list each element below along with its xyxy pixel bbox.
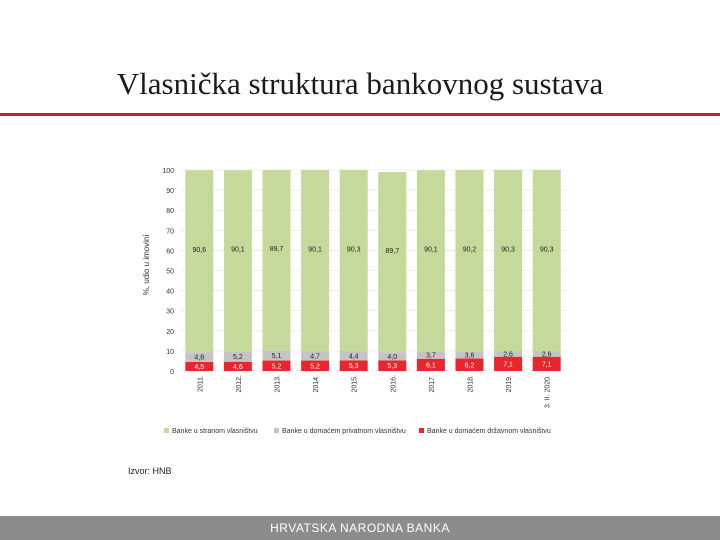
bar-value-label: 5,3 <box>348 363 359 371</box>
bar-value-label: 6,1 <box>426 362 436 370</box>
y-tick-label: 80 <box>166 208 174 216</box>
x-tick-label: 2011. <box>197 375 205 392</box>
bar-value-label: 4,6 <box>233 363 243 371</box>
source-note: Izvor: HNB <box>128 466 172 476</box>
bar-value-label: 2,6 <box>503 351 513 359</box>
bar-value-label: 5,2 <box>233 354 243 362</box>
bar-value-label: 90,6 <box>192 247 207 255</box>
x-tick-label: 2013. <box>274 375 282 393</box>
y-tick-label: 0 <box>170 369 174 376</box>
x-tick-label: 3. II. 2020. <box>544 375 552 409</box>
bar-segment-foreign <box>263 170 291 350</box>
y-tick-label: 20 <box>166 328 174 336</box>
title-divider <box>0 113 720 116</box>
x-axis <box>197 375 551 408</box>
bar-segment-foreign <box>456 170 484 351</box>
bar-value-label: 3,6 <box>464 352 475 360</box>
x-tick-label: 2012. <box>235 375 243 393</box>
bar-segment-foreign <box>224 170 252 351</box>
y-axis <box>162 168 174 376</box>
bar-value-label: 90,1 <box>308 246 322 254</box>
bar-value-label: 89,7 <box>385 248 400 256</box>
bar-value-label: 4,4 <box>348 353 359 361</box>
slide-title: Vlasnička struktura bankovnog sustava <box>116 66 604 101</box>
bar-value-label: 5,2 <box>310 363 320 371</box>
bar-value-label: 6,2 <box>464 362 475 370</box>
bar-value-label: 2,6 <box>541 351 552 359</box>
bar-value-label: 5,2 <box>271 363 282 371</box>
bar-value-label: 3,7 <box>426 352 436 360</box>
y-tick-label: 60 <box>166 248 174 256</box>
bar-segment-foreign <box>301 170 329 351</box>
bar-value-label: 7,1 <box>541 361 552 369</box>
legend-label-state: Banke u domaćem državnom vlasništvu <box>427 428 551 435</box>
x-tick-label: 2019. <box>506 375 514 393</box>
bar-segment-foreign <box>185 170 213 352</box>
footer-bar <box>0 516 720 540</box>
bar-value-label: 4,5 <box>194 363 205 371</box>
bar-value-label: 90,1 <box>424 246 438 254</box>
y-tick-label: 30 <box>166 308 174 316</box>
bar-segment-foreign <box>533 170 561 352</box>
bar-segment-foreign <box>378 172 406 352</box>
x-tick-label: 2017. <box>428 375 436 393</box>
y-tick-label: 50 <box>166 268 174 276</box>
bar-value-label: 4,7 <box>310 353 320 361</box>
bar-value-label: 5,3 <box>387 363 398 371</box>
bar-value-label: 90,3 <box>501 246 515 254</box>
footer-institution-name: HRVATSKA NARODNA BANKA <box>270 521 450 535</box>
legend-label-foreign: Banke u stranom vlasništvu <box>172 428 258 435</box>
bar-value-label: 90,3 <box>539 246 554 254</box>
bar-segment-foreign <box>494 170 522 352</box>
bar-value-label: 5,1 <box>271 352 282 360</box>
bar-value-label: 4,0 <box>387 353 398 361</box>
y-tick-label: 90 <box>166 188 174 196</box>
x-tick-label: 2014. <box>313 375 321 393</box>
y-axis-label: %, udio u imovini <box>142 234 151 296</box>
bar-value-label: 90,2 <box>462 246 477 254</box>
chart-legend <box>164 428 551 435</box>
x-tick-label: 2018. <box>467 375 475 393</box>
x-tick-label: 2015. <box>351 375 359 393</box>
legend-swatch-state <box>419 428 424 433</box>
ownership-stacked-bar-chart <box>138 160 588 445</box>
bar-value-label: 4,8 <box>194 354 205 362</box>
bar-value-label: 90,3 <box>346 246 361 254</box>
legend-swatch-private <box>274 428 279 433</box>
legend-swatch-foreign <box>164 428 169 433</box>
legend-label-private: Banke u domaćem privatnom vlasništvu <box>282 428 406 435</box>
y-tick-label: 70 <box>166 228 174 236</box>
y-tick-label: 10 <box>166 348 174 356</box>
x-tick-label: 2016. <box>390 375 398 393</box>
y-tick-label: 100 <box>162 168 174 175</box>
y-tick-label: 40 <box>166 288 174 296</box>
bar-segment-foreign <box>340 170 368 352</box>
bar-segment-foreign <box>417 170 445 351</box>
bar-value-label: 90,1 <box>231 246 245 254</box>
bar-value-label: 7,1 <box>503 361 513 369</box>
bar-value-label: 89,7 <box>269 246 284 254</box>
